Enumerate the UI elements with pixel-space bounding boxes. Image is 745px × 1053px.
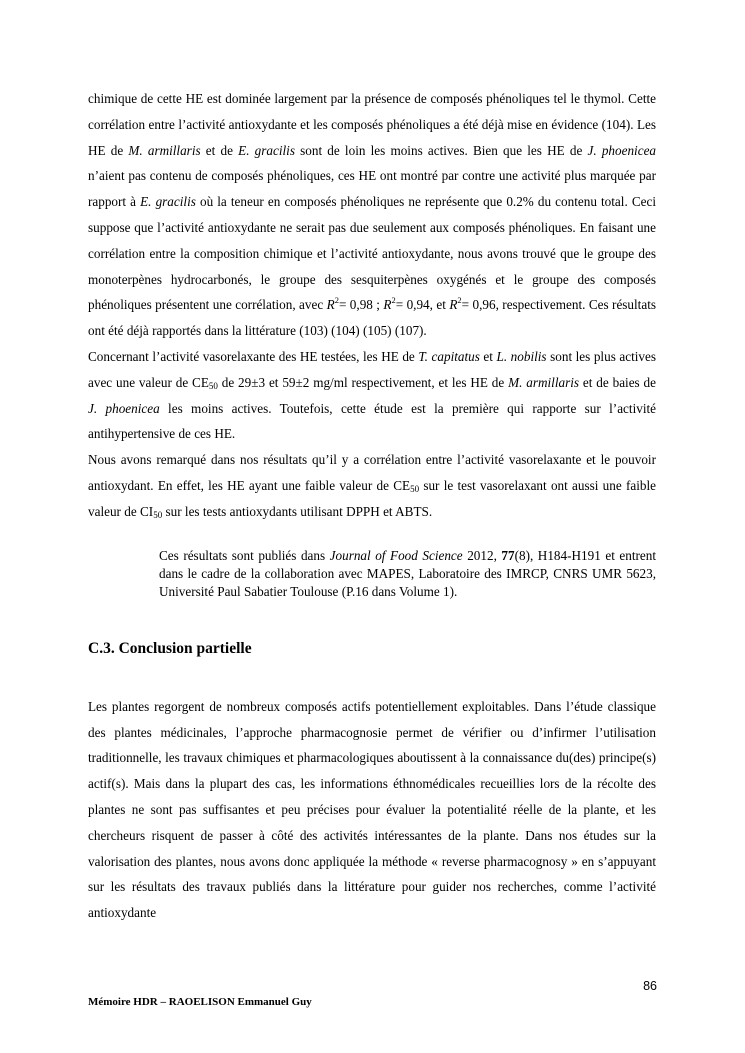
species-name: M. armillaris [128, 142, 201, 158]
text-run: = 0,94, et [395, 297, 450, 313]
section-heading: C.3. Conclusion partielle [88, 639, 252, 657]
r-symbol: R [383, 297, 392, 313]
text-run: Nous avons remarqué dans nos résultats qu’il y a corrélation entre l’activité vasorelaxante et le pouvoir antioxydant. En effet, les HE ayant une faible valeur de CE [88, 452, 656, 493]
paragraph-antioxidant [88, 86, 656, 344]
superscript: 2 [391, 295, 396, 306]
superscript: 2 [334, 295, 339, 306]
text-run: Ces résultats sont publiés dans [159, 547, 330, 563]
page-footer: Mémoire HDR – RAOELISON Emmanuel Guy [88, 996, 312, 1008]
volume-number: 77 [501, 547, 515, 563]
superscript: 2 [457, 295, 462, 306]
text-run: = 0,96, respectivement. [461, 297, 586, 313]
subscript: 50 [208, 380, 218, 391]
subscript: 50 [410, 483, 420, 494]
species-name: T. capitatus [418, 348, 480, 364]
text-run: où la teneur en composés phénoliques ne représente que 0.2% du contenu total. Ceci suppose que l’activité antioxydante ne serait pas due seulement aux composés phénoliques. En faisant une corrélation entre la composition chimique et l’activité antioxydante, nous avons trouvé que le groupe des monoterpènes hydrocarbonés, le groupe des sesquiterpènes oxygénés et le groupe des composés phénoliques présentent une corrélation, avec [88, 194, 656, 313]
species-name: E. gracilis [238, 142, 295, 158]
text-run: de 29±3 et 59±2 mg/ml respectivement, et les HE de [217, 374, 509, 390]
species-name: M. armillaris [508, 374, 580, 390]
text-run: et de baies de [579, 374, 657, 390]
paragraph-conclusion: Les plantes regorgent de nombreux composés actifs potentiellement exploitables. Dans l’étude classique des plantes médicinales, l’approche pharmacognosie permet de vérifier ou d’infirmer l’utilisation traditionnelle, les travaux chimiques et pharmacologiques aboutissent à la connaissance du(des) principe(s) actif(s). Mais dans la plupart des cas, les informations éthnomédicales recueillies lors de la récolte des plantes ne sont pas suffisantes et peu précises pour évaluer la potentialité réelle de la plante, et les chercheurs risquent de passer à côté des activités intéressantes de la plante. Dans nos études sur la valorisation des plantes, nous avons donc appliquée la méthode « reverse pharmacognosy » en s’appuyant sur les résultats des travaux publiés dans la littérature pour guider nos recherches, comme l’activité antioxydante [88, 698, 656, 921]
paragraph-correlation [88, 447, 656, 524]
species-name: E. gracilis [140, 194, 196, 210]
text-run: = 0,98 ; [338, 297, 384, 313]
text-run: sont les plus actives avec une valeur de CE [88, 348, 656, 390]
text-run: les moins actives. Toutefois, cette étude est la première qui rapporte sur l’activité antihypertensive de ces HE. [88, 400, 657, 442]
text-run: n’aient pas contenu de composés phénoliques, ces HE ont montré par contre une activité plus marquée par rapport à [88, 168, 656, 210]
text-run: et [479, 348, 497, 364]
page-number: 86 [643, 979, 657, 993]
text-run: 2012, [462, 547, 502, 563]
r-symbol: R [449, 297, 458, 313]
text-run: sont de loin les moins actives. Bien que les HE de [294, 142, 588, 158]
text-run: Concernant l’activité vasorelaxante des HE testées, les HE de [88, 348, 419, 364]
species-name: J. phoenicea [587, 142, 657, 158]
species-name: L. nobilis [496, 348, 547, 364]
text-run: sur les tests antioxydants utilisant DPPH et ABTS. [162, 503, 433, 519]
text-run: chimique de cette HE est dominée largement par la présence de composés phénoliques tel le thymol. Cette corrélation entre l’activité antioxydante et les composés phénoliques a été déjà mise en évidence (104). Les HE de [88, 91, 656, 158]
text-run: Ces résultats ont été déjà rapportés dans la littérature (103) (104) (105) (107). [88, 297, 656, 339]
subscript: 50 [153, 509, 163, 520]
page-body [88, 86, 656, 926]
text-run: et de [200, 142, 239, 158]
paragraph-vasorelaxant [88, 344, 656, 447]
publication-note [159, 547, 656, 602]
text-run: (8), H184-H191 et entrent dans le cadre de la collaboration avec MAPES, Laboratoire des IMRCP, CNRS UMR 5623, Université Paul Sabatier Toulouse (P.16 dans Volume 1). [159, 547, 657, 600]
species-name: J. phoenicea [88, 400, 160, 416]
r-symbol: R [326, 297, 335, 313]
journal-name: Journal of Food Science [329, 547, 463, 563]
text-run: sur le test vasorelaxant ont aussi une faible valeur de CI [88, 477, 657, 519]
